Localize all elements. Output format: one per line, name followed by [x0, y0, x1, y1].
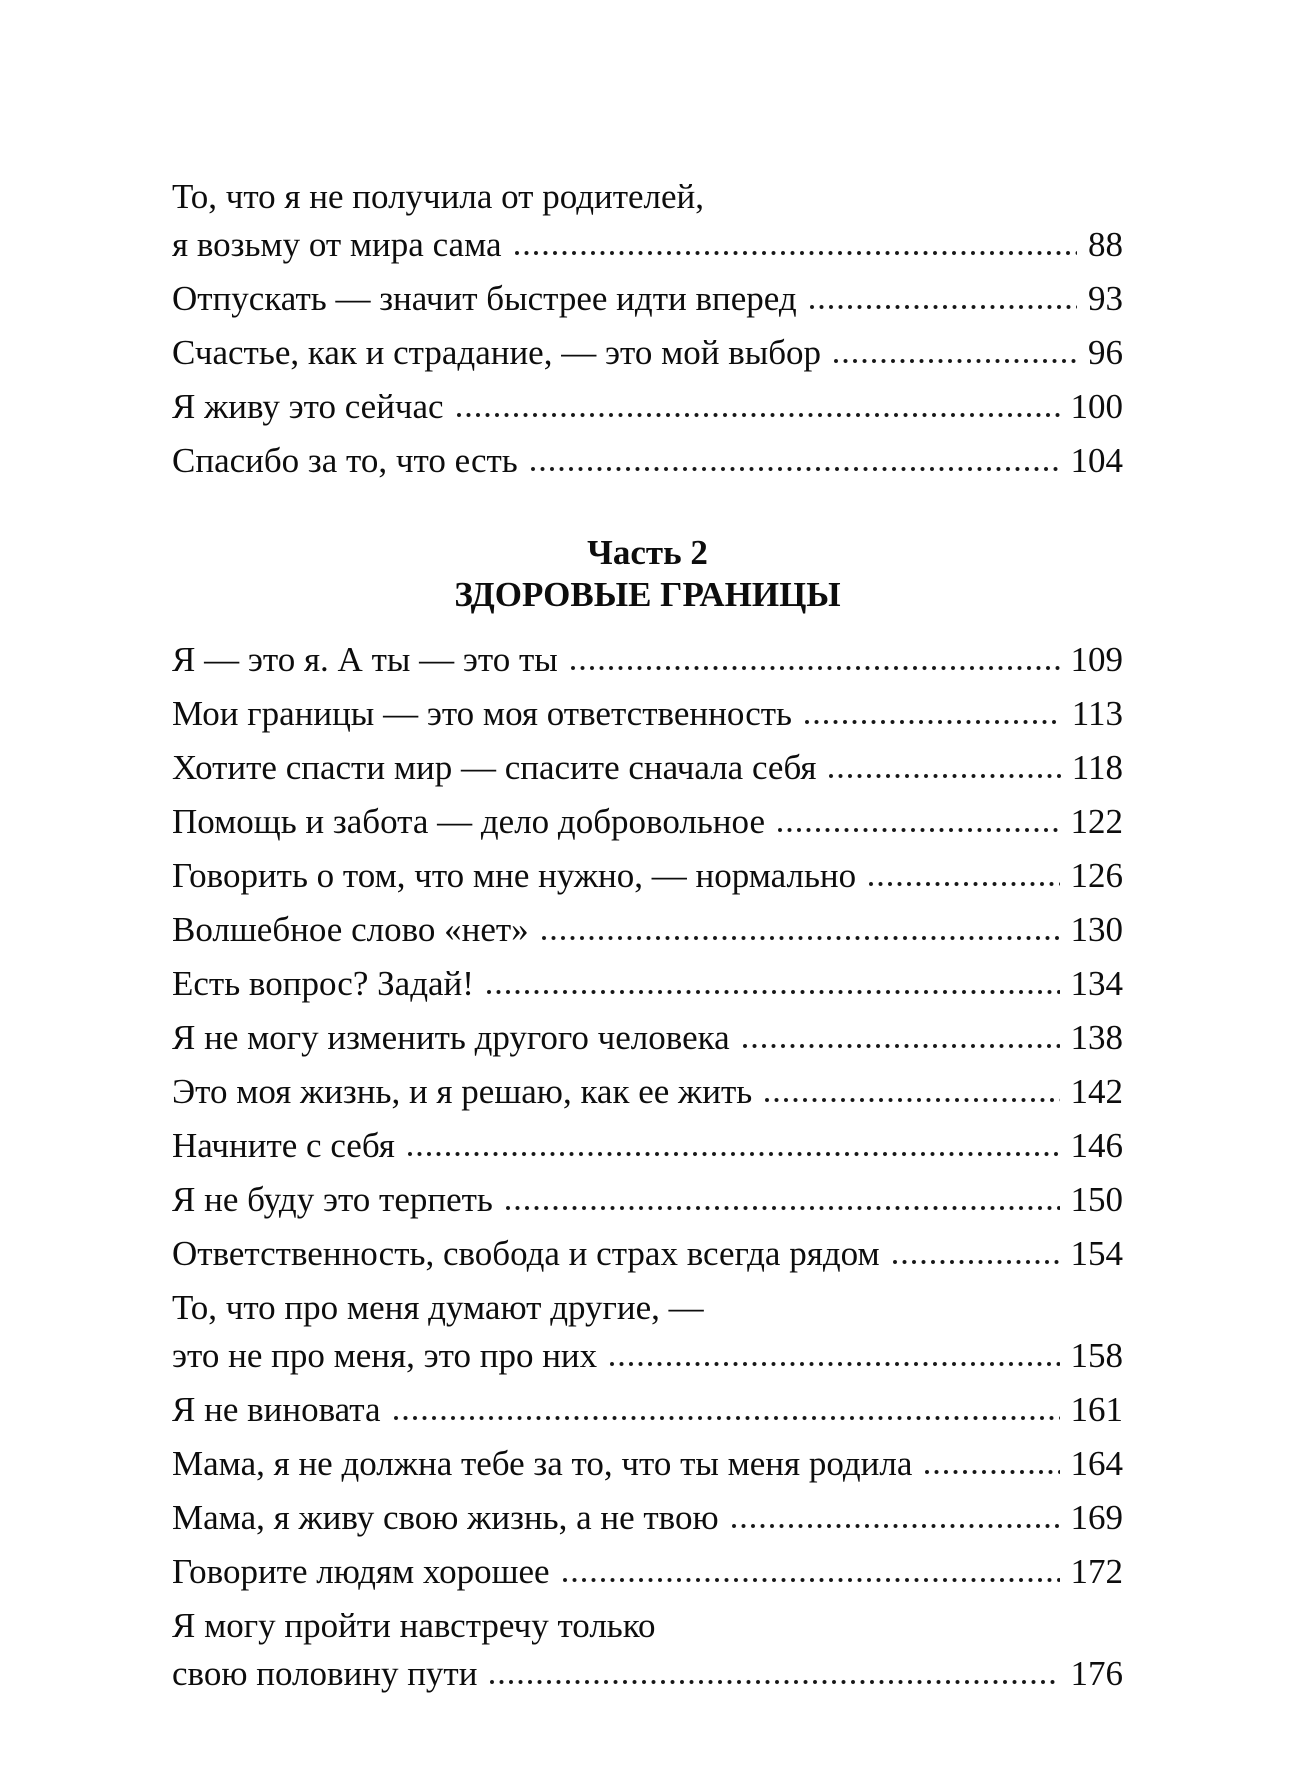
toc-entry-title: Говорите людям хорошее [172, 1552, 550, 1591]
toc-entry-title: Говорить о том, что мне нужно, — нормально [172, 856, 857, 895]
toc-page-number: 164 [1070, 1444, 1123, 1483]
toc-page-number: 130 [1070, 910, 1123, 949]
toc-entry-line [172, 1068, 1123, 1116]
toc-page-number: 150 [1070, 1180, 1123, 1219]
toc-entry [172, 1176, 1123, 1224]
toc-page-number: 158 [1070, 1336, 1123, 1375]
toc-entry [172, 636, 1123, 684]
toc-entry-line [172, 275, 1123, 323]
toc-entry [172, 690, 1123, 738]
toc-entry [172, 1014, 1123, 1062]
toc-entry-line [172, 1014, 1123, 1062]
dotted-leader [487, 989, 1060, 995]
toc-entry-title: Ответственность, свобода и страх всегда рядом [172, 1234, 880, 1273]
dotted-leader [408, 1151, 1060, 1157]
toc-entry-line [172, 437, 1123, 485]
dotted-leader [563, 1577, 1060, 1583]
toc-entry [172, 275, 1123, 323]
toc-page-number: 109 [1070, 640, 1123, 679]
toc-entry-title: То, что я не получила от родителей, [172, 177, 705, 216]
dotted-leader [531, 466, 1060, 472]
toc-page-number: 104 [1070, 441, 1123, 480]
toc-entry-line [172, 744, 1123, 792]
toc-entry [172, 798, 1123, 846]
toc-entry-title: Есть вопрос? Задай! [172, 964, 474, 1003]
toc-entry-line [172, 906, 1123, 954]
toc-page-number: 154 [1070, 1234, 1123, 1273]
dotted-leader [810, 304, 1077, 310]
toc-entry-title: свою половину пути [172, 1654, 478, 1693]
toc-entry-title: То, что про меня думают другие, — [172, 1288, 704, 1327]
toc-entry [172, 1122, 1123, 1170]
toc-entry-title: Я — это я. А ты — это ты [172, 640, 558, 679]
toc-page-number: 138 [1070, 1018, 1123, 1057]
toc-entry-title: я возьму от мира сама [172, 225, 502, 264]
table-of-contents [172, 0, 1123, 1698]
dotted-leader [610, 1361, 1059, 1367]
toc-entry [172, 1230, 1123, 1278]
toc-entry [172, 960, 1123, 1008]
toc-entry-title: Я не могу изменить другого человека [172, 1018, 730, 1057]
toc-entry-line [172, 1122, 1123, 1170]
dotted-leader [778, 827, 1060, 833]
toc-entry-line [172, 1386, 1123, 1434]
toc-page-number: 134 [1070, 964, 1123, 1003]
part2-heading [172, 532, 1123, 616]
dotted-leader [834, 358, 1077, 364]
toc-entry-title: Отпускать — значит быстрее идти вперед [172, 279, 797, 318]
toc-page-number: 169 [1070, 1498, 1123, 1537]
toc-entry [172, 1386, 1123, 1434]
toc-entry [172, 173, 1123, 269]
toc-entry-title: Мои границы — это моя ответственность [172, 694, 792, 733]
toc-entry-title: Помощь и забота — дело добровольное [172, 802, 765, 841]
toc-entry [172, 1284, 1123, 1380]
toc-page-number: 113 [1071, 694, 1123, 733]
toc-entry [172, 1440, 1123, 1488]
toc-page-number: 118 [1071, 748, 1123, 787]
toc-entry [172, 1548, 1123, 1596]
part-kicker: Часть 2 [587, 533, 708, 572]
toc-entry-title: это не про меня, это про них [172, 1336, 598, 1375]
toc-entry-line [172, 329, 1123, 377]
toc-entry-title: Начните с себя [172, 1126, 395, 1165]
toc-entry [172, 383, 1123, 431]
dotted-leader [765, 1097, 1059, 1103]
dotted-leader [490, 1679, 1059, 1685]
toc-page-number: 126 [1070, 856, 1123, 895]
toc-entry-line [172, 383, 1123, 431]
toc-page-number: 88 [1088, 225, 1123, 264]
toc-entry-title: Волшебное слово «нет» [172, 910, 529, 949]
toc-section-part1 [172, 173, 1123, 485]
toc-page-number: 142 [1070, 1072, 1123, 1111]
toc-entry-line [172, 1548, 1123, 1596]
dotted-leader [515, 250, 1077, 256]
toc-entry-title: Счастье, как и страдание, — это мой выбор [172, 333, 822, 372]
toc-entry-line [172, 636, 1123, 684]
toc-entry [172, 852, 1123, 900]
toc-entry [172, 1494, 1123, 1542]
toc-entry [172, 329, 1123, 377]
toc-page-number: 172 [1070, 1552, 1123, 1591]
toc-page-number: 100 [1070, 387, 1123, 426]
toc-entry-line [172, 1230, 1123, 1278]
dotted-leader [925, 1469, 1059, 1475]
toc-entry-line [172, 1602, 1123, 1650]
dotted-leader [394, 1415, 1060, 1421]
toc-entry-line [172, 690, 1123, 738]
toc-entry-line [172, 960, 1123, 1008]
toc-section-part2 [172, 636, 1123, 1698]
toc-entry-title: Это моя жизнь, и я решаю, как ее жить [172, 1072, 753, 1111]
toc-entry [172, 1068, 1123, 1116]
dotted-leader [457, 412, 1060, 418]
toc-entry-line [172, 1440, 1123, 1488]
part-title: ЗДОРОВЫЕ ГРАНИЦЫ [454, 575, 841, 614]
dotted-leader [829, 773, 1060, 779]
dotted-leader [893, 1259, 1060, 1265]
toc-entry-title: Мама, я живу свою жизнь, а не твою [172, 1498, 719, 1537]
toc-page-number: 96 [1088, 333, 1123, 372]
toc-entry-title: Мама, я не должна тебе за то, что ты меня родила [172, 1444, 913, 1483]
toc-entry-line [172, 798, 1123, 846]
dotted-leader [869, 881, 1059, 887]
toc-page-number: 161 [1070, 1390, 1123, 1429]
toc-entry-line [172, 1494, 1123, 1542]
dotted-leader [805, 719, 1061, 725]
dotted-leader [506, 1205, 1060, 1211]
toc-entry-title: Я живу это сейчас [172, 387, 444, 426]
toc-entry-title: Я не буду это терпеть [172, 1180, 493, 1219]
toc-entry [172, 1602, 1123, 1698]
toc-page-number: 146 [1070, 1126, 1123, 1165]
toc-entry [172, 744, 1123, 792]
toc-page-number: 122 [1070, 802, 1123, 841]
toc-entry-line [172, 173, 1123, 221]
toc-entry-line [172, 1332, 1123, 1380]
toc-entry [172, 906, 1123, 954]
toc-entry [172, 437, 1123, 485]
dotted-leader [732, 1523, 1060, 1529]
toc-entry-title: Я не виновата [172, 1390, 381, 1429]
toc-entry-line [172, 221, 1123, 269]
toc-page-number: 93 [1088, 279, 1123, 318]
dotted-leader [743, 1043, 1060, 1049]
toc-entry-line [172, 1176, 1123, 1224]
dotted-leader [571, 665, 1060, 671]
toc-entry-line [172, 1650, 1123, 1698]
toc-entry-title: Спасибо за то, что есть [172, 441, 518, 480]
toc-page-number: 176 [1070, 1654, 1123, 1693]
toc-entry-title: Я могу пройти навстречу только [172, 1606, 656, 1645]
dotted-leader [542, 935, 1060, 941]
toc-entry-line [172, 1284, 1123, 1332]
toc-entry-line [172, 852, 1123, 900]
toc-entry-title: Хотите спасти мир — спасите сначала себя [172, 748, 817, 787]
